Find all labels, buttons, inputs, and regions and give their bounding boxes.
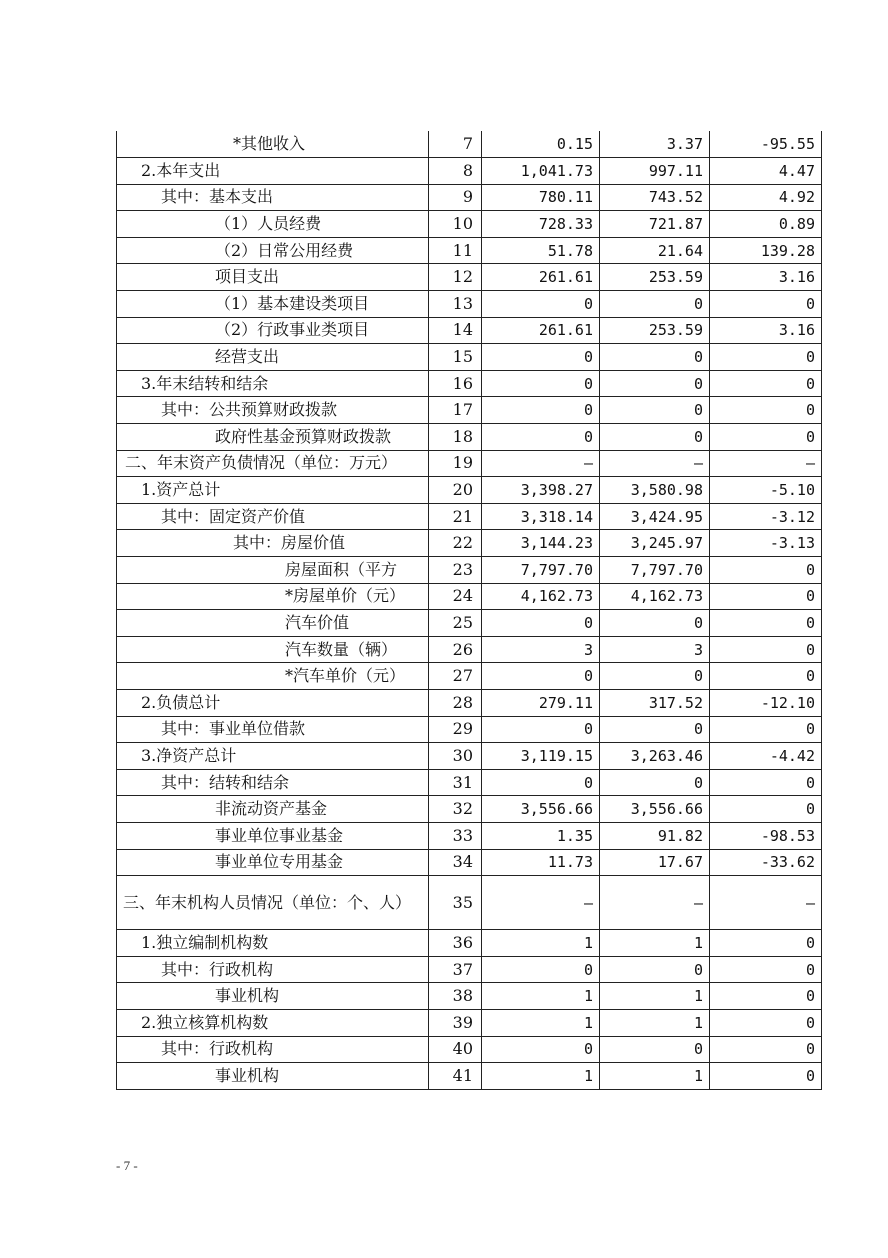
- value-previous: 1: [600, 930, 710, 957]
- table-row: [117, 317, 822, 344]
- value-change: -12.10: [710, 689, 822, 716]
- value-change: 0: [710, 370, 822, 397]
- value-previous: 4,162.73: [600, 583, 710, 610]
- row-label: 其中：基本支出: [117, 184, 429, 211]
- row-code: 36: [429, 930, 482, 957]
- value-previous: 1: [600, 1063, 710, 1090]
- row-code: 14: [429, 317, 482, 344]
- value-current: —: [482, 450, 600, 477]
- table-body: [117, 131, 822, 1089]
- row-label: 二、年末资产负债情况（单位：万元）: [117, 450, 429, 477]
- table-row: [117, 450, 822, 477]
- row-label: 汽车价值: [117, 610, 429, 637]
- row-label: 汽车数量（辆）: [117, 636, 429, 663]
- value-previous: 3: [600, 636, 710, 663]
- value-previous: 0: [600, 716, 710, 743]
- value-current: 1: [482, 1063, 600, 1090]
- table-row: [117, 131, 822, 158]
- value-previous: 3,245.97: [600, 530, 710, 557]
- value-change: 0: [710, 956, 822, 983]
- value-current: 0: [482, 716, 600, 743]
- table-row: [117, 291, 822, 318]
- value-current: 3,556.66: [482, 796, 600, 823]
- value-previous: —: [600, 876, 710, 930]
- row-label: 1.资产总计: [117, 477, 429, 504]
- table-row: [117, 344, 822, 371]
- table-row: [117, 743, 822, 770]
- table-row: [117, 1009, 822, 1036]
- value-current: 0: [482, 1036, 600, 1063]
- row-label: 其中：结转和结余: [117, 769, 429, 796]
- row-code: 35: [429, 876, 482, 930]
- row-label: （1）人员经费: [117, 211, 429, 238]
- value-current: 1: [482, 930, 600, 957]
- value-current: 4,162.73: [482, 583, 600, 610]
- value-change: 0: [710, 610, 822, 637]
- value-previous: 0: [600, 610, 710, 637]
- value-current: 261.61: [482, 317, 600, 344]
- table-row: [117, 689, 822, 716]
- table-row: [117, 503, 822, 530]
- row-label: *房屋单价（元）: [117, 583, 429, 610]
- table-row: [117, 477, 822, 504]
- table-row: [117, 983, 822, 1010]
- value-current: 1: [482, 983, 600, 1010]
- value-current: 3: [482, 636, 600, 663]
- row-label: 事业机构: [117, 1063, 429, 1090]
- value-change: 0: [710, 983, 822, 1010]
- value-previous: 997.11: [600, 158, 710, 185]
- value-current: 0: [482, 370, 600, 397]
- value-change: -3.12: [710, 503, 822, 530]
- value-current: 0: [482, 424, 600, 451]
- value-change: 0: [710, 716, 822, 743]
- value-previous: 91.82: [600, 822, 710, 849]
- value-current: 0: [482, 291, 600, 318]
- value-change: -33.62: [710, 849, 822, 876]
- table-row: [117, 557, 822, 584]
- value-change: 0: [710, 1009, 822, 1036]
- row-code: 21: [429, 503, 482, 530]
- value-change: 0: [710, 1063, 822, 1090]
- value-previous: 317.52: [600, 689, 710, 716]
- value-previous: 3.37: [600, 131, 710, 158]
- value-current: 261.61: [482, 264, 600, 291]
- value-change: 4.92: [710, 184, 822, 211]
- row-label: 2.本年支出: [117, 158, 429, 185]
- table-row: [117, 796, 822, 823]
- row-label: 3.净资产总计: [117, 743, 429, 770]
- value-previous: 0: [600, 344, 710, 371]
- row-code: 13: [429, 291, 482, 318]
- row-code: 32: [429, 796, 482, 823]
- value-previous: 1: [600, 983, 710, 1010]
- row-label: （2）日常公用经费: [117, 237, 429, 264]
- value-previous: 7,797.70: [600, 557, 710, 584]
- table-row: [117, 663, 822, 690]
- table-row: [117, 397, 822, 424]
- value-change: 0: [710, 769, 822, 796]
- row-label: 其中：房屋价值: [117, 530, 429, 557]
- row-label: 其中：行政机构: [117, 956, 429, 983]
- value-current: 0: [482, 610, 600, 637]
- row-code: 10: [429, 211, 482, 238]
- value-previous: 17.67: [600, 849, 710, 876]
- row-label: 事业单位事业基金: [117, 822, 429, 849]
- value-change: 0: [710, 397, 822, 424]
- row-label: （1）基本建设类项目: [117, 291, 429, 318]
- row-label: 事业单位专用基金: [117, 849, 429, 876]
- value-current: 0.15: [482, 131, 600, 158]
- row-label: （2）行政事业类项目: [117, 317, 429, 344]
- value-previous: 0: [600, 1036, 710, 1063]
- value-previous: —: [600, 450, 710, 477]
- row-code: 15: [429, 344, 482, 371]
- table-row: [117, 264, 822, 291]
- table-row: [117, 1036, 822, 1063]
- table-row: [117, 956, 822, 983]
- table-row: [117, 876, 822, 930]
- value-current: 3,119.15: [482, 743, 600, 770]
- value-change: 3.16: [710, 264, 822, 291]
- row-label: 3.年末结转和结余: [117, 370, 429, 397]
- value-previous: 253.59: [600, 317, 710, 344]
- row-label: 房屋面积（平方: [117, 557, 429, 584]
- value-current: 1.35: [482, 822, 600, 849]
- table-row: [117, 530, 822, 557]
- value-previous: 743.52: [600, 184, 710, 211]
- value-change: 0: [710, 1036, 822, 1063]
- value-current: 0: [482, 956, 600, 983]
- value-current: 780.11: [482, 184, 600, 211]
- row-code: 27: [429, 663, 482, 690]
- row-label: 经营支出: [117, 344, 429, 371]
- value-change: 0: [710, 796, 822, 823]
- value-current: 0: [482, 663, 600, 690]
- value-current: 1: [482, 1009, 600, 1036]
- row-code: 19: [429, 450, 482, 477]
- value-previous: 3,424.95: [600, 503, 710, 530]
- value-previous: 3,263.46: [600, 743, 710, 770]
- row-label: 项目支出: [117, 264, 429, 291]
- value-change: 0: [710, 930, 822, 957]
- table-row: [117, 184, 822, 211]
- row-label: 1.独立编制机构数: [117, 930, 429, 957]
- row-code: 12: [429, 264, 482, 291]
- value-current: 51.78: [482, 237, 600, 264]
- value-change: -5.10: [710, 477, 822, 504]
- value-change: 3.16: [710, 317, 822, 344]
- value-change: 139.28: [710, 237, 822, 264]
- value-change: —: [710, 876, 822, 930]
- value-change: -98.53: [710, 822, 822, 849]
- value-previous: 21.64: [600, 237, 710, 264]
- value-change: —: [710, 450, 822, 477]
- table-row: [117, 822, 822, 849]
- row-code: 26: [429, 636, 482, 663]
- row-code: 7: [429, 131, 482, 158]
- row-label: 政府性基金预算财政拨款: [117, 424, 429, 451]
- row-code: 8: [429, 158, 482, 185]
- row-code: 29: [429, 716, 482, 743]
- value-current: 0: [482, 769, 600, 796]
- table-row: [117, 158, 822, 185]
- value-change: 0: [710, 583, 822, 610]
- row-code: 37: [429, 956, 482, 983]
- value-current: 11.73: [482, 849, 600, 876]
- row-code: 22: [429, 530, 482, 557]
- table-row: [117, 211, 822, 238]
- value-previous: 253.59: [600, 264, 710, 291]
- value-current: 7,797.70: [482, 557, 600, 584]
- table-row: [117, 237, 822, 264]
- value-previous: 0: [600, 291, 710, 318]
- row-code: 31: [429, 769, 482, 796]
- table-row: [117, 769, 822, 796]
- row-code: 25: [429, 610, 482, 637]
- row-code: 11: [429, 237, 482, 264]
- value-change: 4.47: [710, 158, 822, 185]
- row-code: 20: [429, 477, 482, 504]
- value-change: 0: [710, 663, 822, 690]
- value-change: 0: [710, 424, 822, 451]
- value-current: 279.11: [482, 689, 600, 716]
- table-row: [117, 370, 822, 397]
- value-previous: 0: [600, 769, 710, 796]
- row-code: 9: [429, 184, 482, 211]
- value-previous: 1: [600, 1009, 710, 1036]
- row-code: 39: [429, 1009, 482, 1036]
- row-code: 34: [429, 849, 482, 876]
- value-change: 0: [710, 557, 822, 584]
- table-row: [117, 424, 822, 451]
- row-label: 其中：公共预算财政拨款: [117, 397, 429, 424]
- value-current: 3,318.14: [482, 503, 600, 530]
- table-row: [117, 930, 822, 957]
- row-code: 33: [429, 822, 482, 849]
- row-label: 2.负债总计: [117, 689, 429, 716]
- value-change: 0: [710, 636, 822, 663]
- row-label: 其中：行政机构: [117, 1036, 429, 1063]
- value-previous: 0: [600, 397, 710, 424]
- value-current: 3,144.23: [482, 530, 600, 557]
- row-label: 其中：固定资产价值: [117, 503, 429, 530]
- value-current: 0: [482, 397, 600, 424]
- row-label: 其中：事业单位借款: [117, 716, 429, 743]
- value-previous: 0: [600, 424, 710, 451]
- value-previous: 721.87: [600, 211, 710, 238]
- table-row: [117, 636, 822, 663]
- row-code: 16: [429, 370, 482, 397]
- value-change: -3.13: [710, 530, 822, 557]
- value-previous: 3,556.66: [600, 796, 710, 823]
- table-row: [117, 1063, 822, 1090]
- row-code: 40: [429, 1036, 482, 1063]
- table-row: [117, 583, 822, 610]
- statistics-table: [116, 131, 822, 1090]
- value-change: 0: [710, 344, 822, 371]
- row-label: 三、年末机构人员情况（单位：个、人）: [117, 876, 429, 930]
- value-current: 728.33: [482, 211, 600, 238]
- value-previous: 3,580.98: [600, 477, 710, 504]
- value-current: 3,398.27: [482, 477, 600, 504]
- row-code: 28: [429, 689, 482, 716]
- row-code: 18: [429, 424, 482, 451]
- row-label: *汽车单价（元）: [117, 663, 429, 690]
- value-change: 0.89: [710, 211, 822, 238]
- value-change: -95.55: [710, 131, 822, 158]
- row-label: *其他收入: [117, 131, 429, 158]
- row-code: 30: [429, 743, 482, 770]
- value-previous: 0: [600, 956, 710, 983]
- row-code: 17: [429, 397, 482, 424]
- row-code: 23: [429, 557, 482, 584]
- row-code: 24: [429, 583, 482, 610]
- value-current: 0: [482, 344, 600, 371]
- table-row: [117, 849, 822, 876]
- value-previous: 0: [600, 370, 710, 397]
- table-row: [117, 610, 822, 637]
- value-change: 0: [710, 291, 822, 318]
- row-label: 非流动资产基金: [117, 796, 429, 823]
- row-label: 事业机构: [117, 983, 429, 1010]
- value-previous: 0: [600, 663, 710, 690]
- page-number: - 7 -: [116, 1158, 138, 1173]
- row-label: 2.独立核算机构数: [117, 1009, 429, 1036]
- row-code: 38: [429, 983, 482, 1010]
- row-code: 41: [429, 1063, 482, 1090]
- value-current: 1,041.73: [482, 158, 600, 185]
- value-current: —: [482, 876, 600, 930]
- table-row: [117, 716, 822, 743]
- value-change: -4.42: [710, 743, 822, 770]
